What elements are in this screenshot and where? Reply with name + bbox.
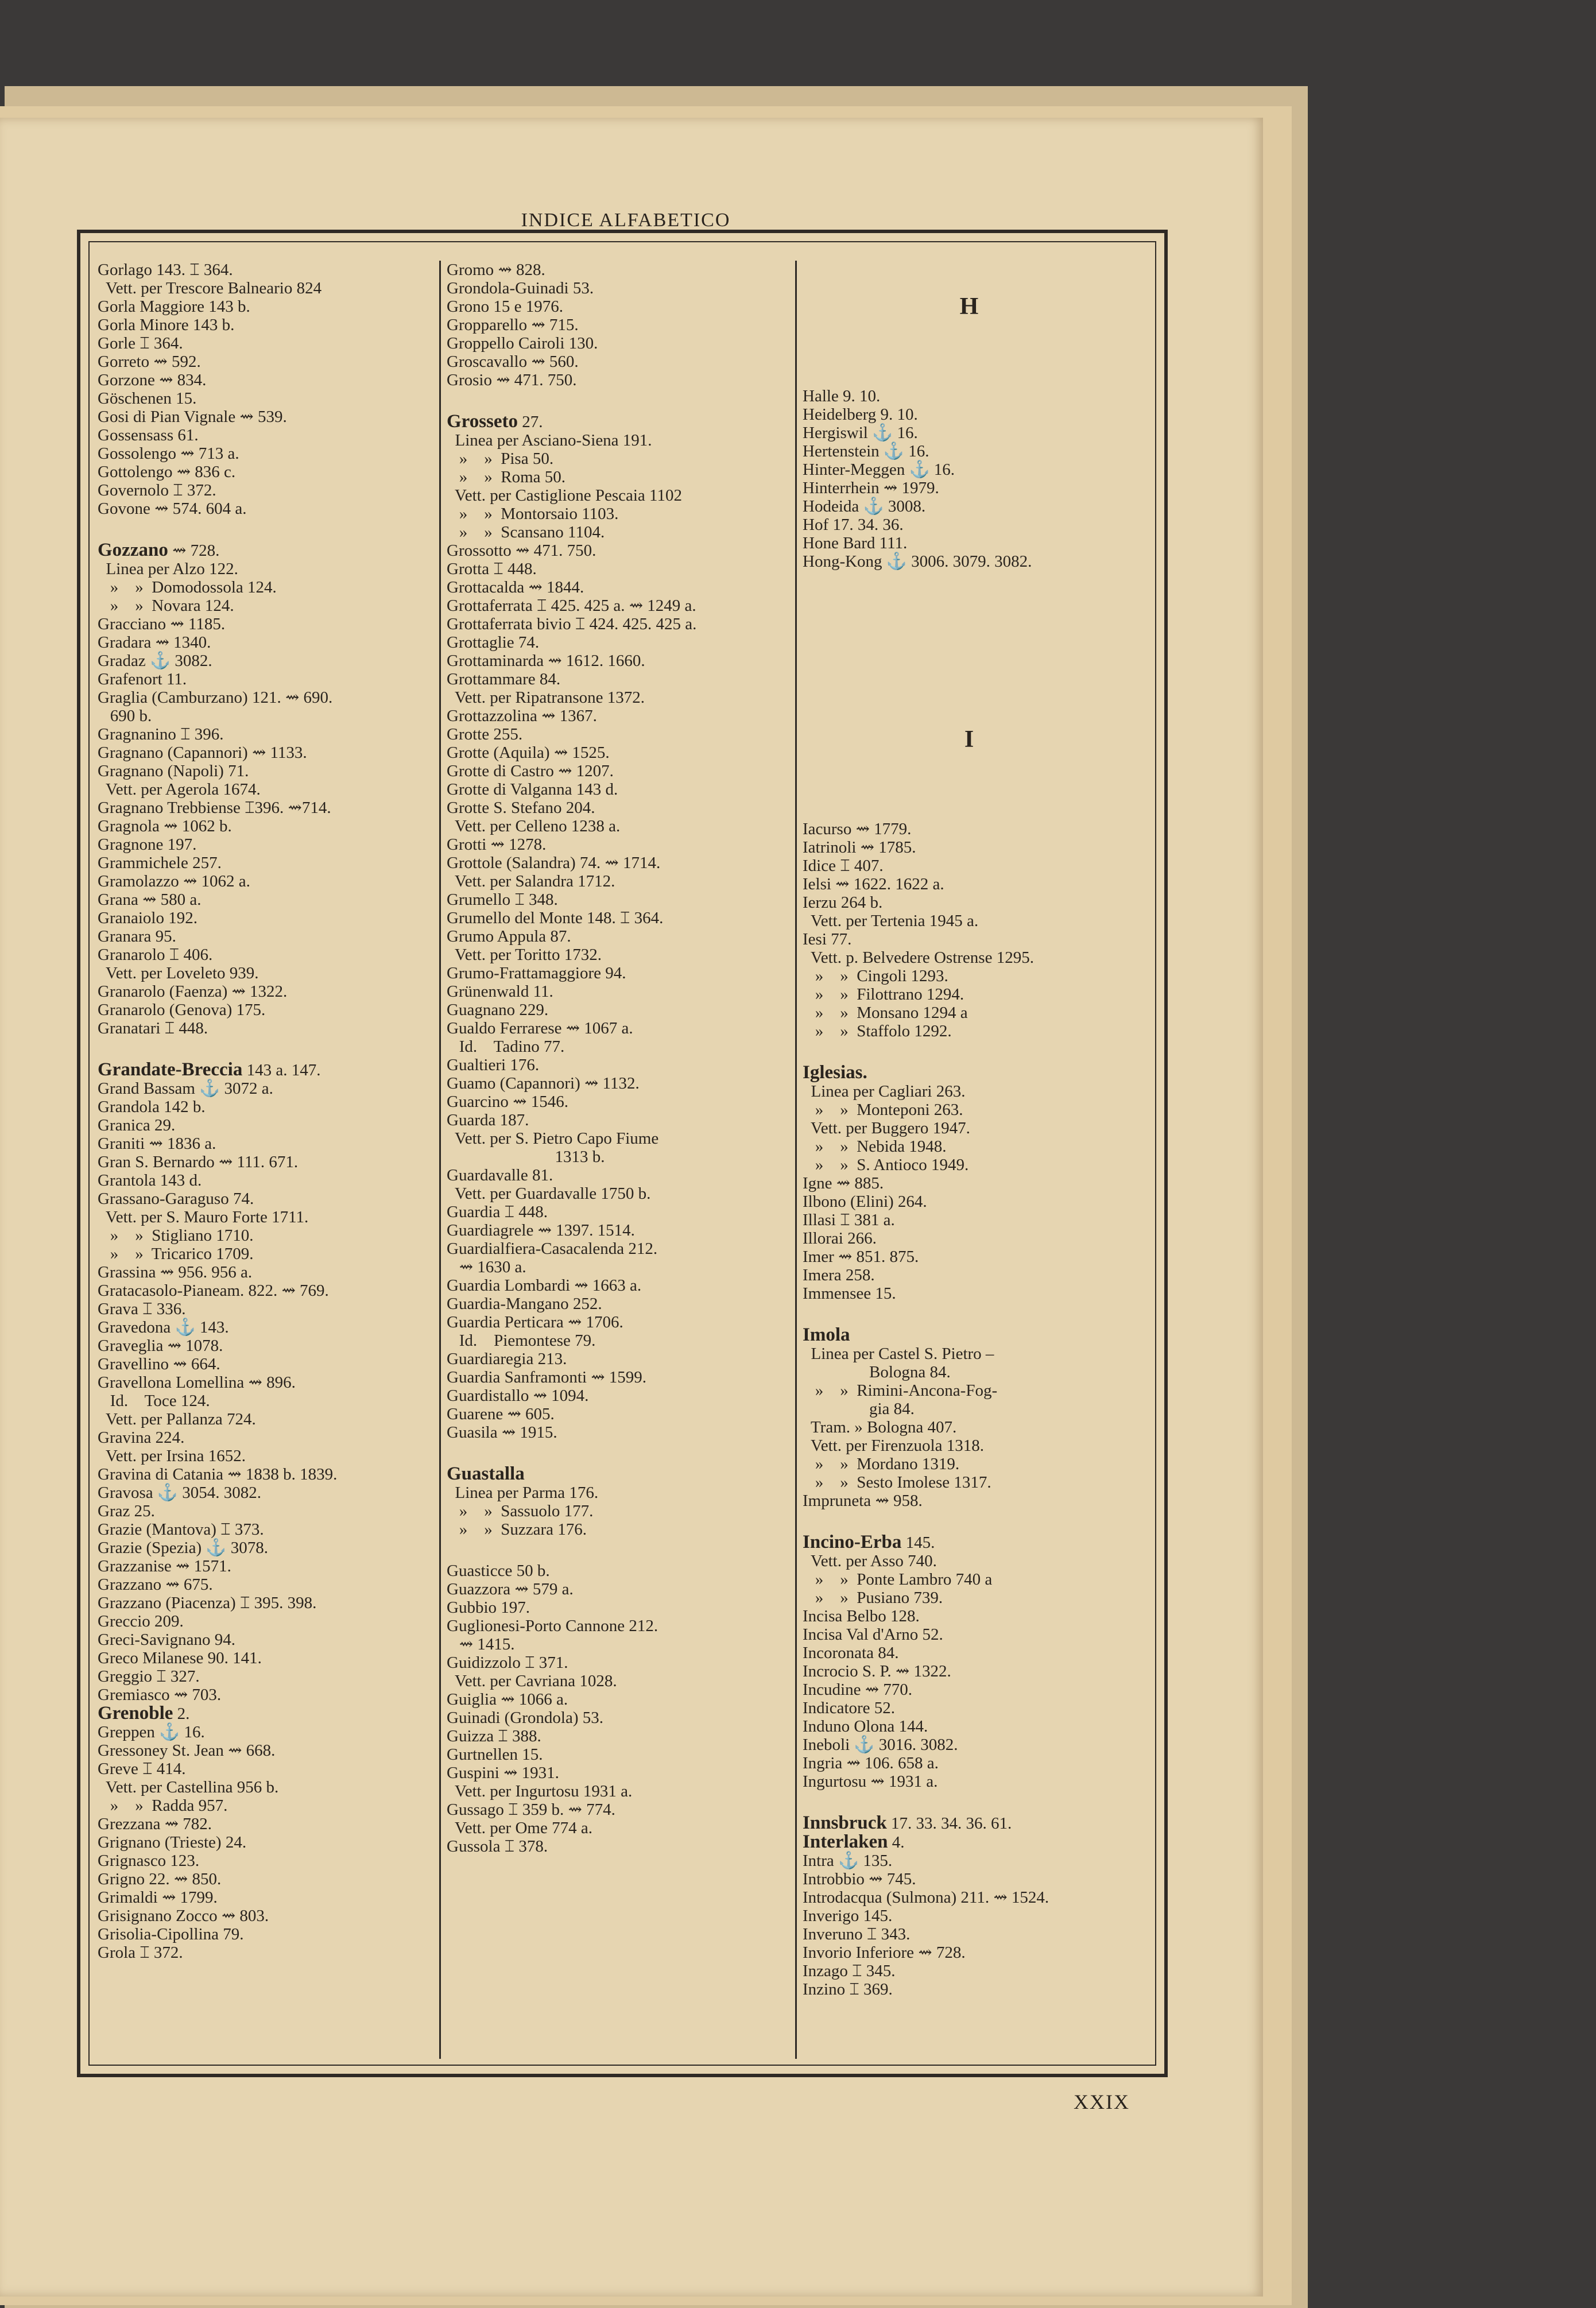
index-entry: Ingurtosu ⇝ 1931 a. [803, 1772, 938, 1791]
index-entry: Inverigo 145. [803, 1907, 893, 1925]
index-entry: Vett. per Castellina 956 b. [98, 1778, 279, 1796]
section-h-entries [803, 387, 1136, 571]
index-entry: Grantola 143 d. [98, 1171, 202, 1190]
index-entry: Grisolia-Cipollina 79. [98, 1925, 244, 1943]
index-entry: Grenoble 2. [98, 1703, 190, 1724]
index-entry: » » Ponte Lambro 740 a [803, 1570, 993, 1589]
index-entry: Gragnola ⇝ 1062 b. [98, 817, 232, 835]
index-entry: Grondola-Guinadi 53. [447, 279, 594, 297]
index-entry: Grumo Appula 87. [447, 927, 571, 946]
index-entry: Groppello Cairoli 130. [447, 334, 598, 353]
index-entry: Grottaferrata bivio ⌶ 424. 425. 425 a. [447, 615, 697, 633]
index-entry: Invorio Inferiore ⇝ 728. [803, 1943, 966, 1962]
index-entry: Guamo (Capannori) ⇝ 1132. [447, 1074, 640, 1093]
index-entry: Guardialfiera-Casacalenda 212. [447, 1240, 658, 1258]
index-entry: Vett. per Celleno 1238 a. [447, 817, 621, 835]
index-entry: Gorla Minore 143 b. [98, 316, 235, 334]
index-entry: Iglesias. [803, 1062, 867, 1083]
index-entry: » » S. Antioco 1949. [803, 1156, 969, 1174]
index-entry: 690 b. [98, 707, 152, 725]
index-entry: Gramolazzo ⇝ 1062 a. [98, 872, 250, 890]
index-entry: Guardavalle 81. [447, 1166, 553, 1184]
index-entry: » » Monsano 1294 a [803, 1004, 968, 1022]
index-entry: Grotte 255. [447, 725, 523, 743]
index-entry: Grazzano ⇝ 675. [98, 1575, 213, 1594]
index-entry: Grezzana ⇝ 782. [98, 1815, 212, 1833]
entry-gap [98, 1037, 442, 1060]
index-entry: Grumello ⌶ 348. [447, 890, 558, 909]
index-entry: Ilbono (Elini) 264. [803, 1192, 927, 1211]
index-entry: Grola ⌶ 372. [98, 1943, 183, 1962]
index-entry: Hergiswil ⚓ 16. [803, 424, 918, 442]
index-entry: » » Mordano 1319. [803, 1455, 960, 1473]
index-frame [77, 230, 1168, 2077]
index-entry: Vett. per Ome 774 a. [447, 1819, 592, 1837]
index-entry: Grotta ⌶ 448. [447, 560, 537, 578]
index-entry: Graniti ⇝ 1836 a. [98, 1134, 216, 1153]
index-entry: Grotte S. Stefano 204. [447, 799, 595, 817]
index-entry: Govone ⇝ 574. 604 a. [98, 499, 247, 518]
index-entry: Gualdo Ferrarese ⇝ 1067 a. [447, 1019, 633, 1037]
index-entry: Vett. per Ingurtosu 1931 a. [447, 1782, 633, 1800]
page-header: INDICE ALFABETICO [521, 210, 731, 231]
index-entry: Linea per Cagliari 263. [803, 1082, 966, 1101]
index-entry: Grotte di Castro ⇝ 1207. [447, 762, 614, 780]
index-entry: Grotti ⇝ 1278. [447, 835, 547, 854]
index-entry: Greggio ⌶ 327. [98, 1667, 200, 1686]
index-entry: Grazie (Spezia) ⚓ 3078. [98, 1539, 268, 1557]
index-entry: Granatari ⌶ 448. [98, 1019, 208, 1037]
index-entry: Vett. per Toritto 1732. [447, 946, 602, 964]
index-entry: Gossolengo ⇝ 713 a. [98, 444, 239, 463]
column-divider-2 [795, 261, 797, 2059]
index-entry: Iatrinoli ⇝ 1785. [803, 838, 916, 857]
index-entry: Vett. per Asso 740. [803, 1552, 937, 1570]
entry-gap [447, 389, 791, 412]
index-entry: Grandate-Breccia 143 a. 147. [98, 1059, 321, 1080]
index-entry: Impruneta ⇝ 958. [803, 1492, 923, 1510]
page-number: XXIX [1074, 2090, 1130, 2113]
index-entry: Grazzano (Piacenza) ⌶ 395. 398. [98, 1594, 317, 1612]
index-entry: Guizza ⌶ 388. [447, 1727, 541, 1745]
index-entry: Ingria ⇝ 106. 658 a. [803, 1754, 939, 1772]
index-entry: Gorla Maggiore 143 b. [98, 297, 250, 316]
index-entry: Incino-Erba 145. [803, 1532, 935, 1552]
index-entry: » » Stigliano 1710. [98, 1226, 254, 1245]
index-entry: Innsbruck 17. 33. 34. 36. 61. [803, 1813, 1012, 1833]
index-entry: Gravina di Catania ⇝ 1838 b. 1839. [98, 1465, 338, 1484]
index-entry: Grignano (Trieste) 24. [98, 1833, 247, 1852]
index-entry: » » Scansano 1104. [447, 523, 605, 541]
index-entry: » » Sassuolo 177. [447, 1502, 594, 1520]
section-gap [803, 607, 1136, 694]
index-entry: Guardistallo ⇝ 1094. [447, 1387, 589, 1405]
index-entry: Grottole (Salandra) 74. ⇝ 1714. [447, 854, 661, 872]
index-entry: Guglionesi-Porto Cannone 212. [447, 1617, 658, 1635]
index-entry: Guasticce 50 b. [447, 1562, 550, 1580]
index-entry: Grammichele 257. [98, 854, 222, 872]
index-entry: Vett. per Tertenia 1945 a. [803, 912, 979, 930]
index-entry: Gropparello ⇝ 715. [447, 316, 579, 334]
index-entry: Linea per Asciano-Siena 191. [447, 431, 652, 450]
index-entry: Gottolengo ⇝ 836 c. [98, 463, 236, 481]
index-entry: Linea per Castel S. Pietro – [803, 1345, 994, 1363]
index-entry: Immensee 15. [803, 1284, 896, 1303]
section-i-entries [803, 820, 1136, 1999]
index-entry: Gran S. Bernardo ⇝ 111. 671. [98, 1153, 299, 1171]
index-entry: » » Radda 957. [98, 1796, 228, 1815]
index-entry: Gragnone 197. [98, 835, 197, 854]
index-entry: Gorreto ⇝ 592. [98, 353, 201, 371]
index-entry: Gravellino ⇝ 664. [98, 1355, 220, 1373]
index-entry: » » Montorsaio 1103. [447, 505, 619, 523]
index-entry: Granica 29. [98, 1116, 176, 1134]
index-entry: Halle 9. 10. [803, 387, 881, 405]
index-entry: Gubbio 197. [447, 1598, 530, 1617]
index-entry: Gradara ⇝ 1340. [98, 633, 211, 652]
index-entry: Inzino ⌶ 369. [803, 1980, 893, 1999]
index-entry: Vett. per Firenzuola 1318. [803, 1436, 984, 1455]
index-entry: Grünenwald 11. [447, 982, 553, 1001]
index-entry: » » Staffolo 1292. [803, 1022, 952, 1040]
index-entry: Guardia Sanframonti ⇝ 1599. [447, 1368, 647, 1387]
index-entry: Vett. p. Belvedere Ostrense 1295. [803, 948, 1034, 967]
index-entry: Guardia-Mangano 252. [447, 1295, 602, 1313]
index-entry: Grana ⇝ 580 a. [98, 890, 202, 909]
entry-gap [803, 1303, 1136, 1326]
index-entry: » » Filottrano 1294. [803, 985, 964, 1004]
index-entry: Incisa Val d'Arno 52. [803, 1625, 943, 1644]
index-entry: ⇝ 1415. [447, 1635, 515, 1653]
index-entry: Guardiaregia 213. [447, 1350, 567, 1368]
index-entry: Groscavallo ⇝ 560. [447, 353, 579, 371]
index-entry: Grafenort 11. [98, 670, 187, 688]
index-entry: Hertenstein ⚓ 16. [803, 442, 929, 460]
index-entry: Gualtieri 176. [447, 1056, 540, 1074]
index-entry: Gragnano Trebbiense ⌶396. ⇝714. [98, 799, 331, 817]
index-entry: » » Pusiano 739. [803, 1589, 943, 1607]
index-entry: Grassina ⇝ 956. 956 a. [98, 1263, 253, 1281]
index-entry: Grosseto 27. [447, 411, 543, 432]
index-entry: Vett. per Pallanza 724. [98, 1410, 256, 1428]
index-entry: Grottacalda ⇝ 1844. [447, 578, 584, 597]
index-entry: Graveglia ⇝ 1078. [98, 1337, 223, 1355]
index-entry: Incoronata 84. [803, 1644, 899, 1662]
index-entry: Grottaglie 74. [447, 633, 540, 652]
index-column-1 [98, 261, 442, 2062]
index-entry: Vett. per S. Mauro Forte 1711. [98, 1208, 309, 1226]
index-entry: Guspini ⇝ 1931. [447, 1764, 559, 1782]
index-entry: Grigno 22. ⇝ 850. [98, 1870, 222, 1888]
section-heading-h: H [959, 293, 979, 320]
index-entry: » » Roma 50. [447, 468, 566, 486]
index-entry: Vett. per Castiglione Pescaia 1102 [447, 486, 682, 505]
index-entry: Introdacqua (Sulmona) 211. ⇝ 1524. [803, 1888, 1049, 1907]
index-entry: Vett. per Cavriana 1028. [447, 1672, 617, 1690]
index-entry: Hong-Kong ⚓ 3006. 3079. 3082. [803, 552, 1032, 571]
index-entry: Gozzano ⇝ 728. [98, 540, 220, 560]
index-entry: Hof 17. 34. 36. [803, 516, 904, 534]
index-entry: » » Novara 124. [98, 597, 234, 615]
index-entry: Granara 95. [98, 927, 176, 946]
index-entry: Grumo-Frattamaggiore 94. [447, 964, 626, 982]
index-entry: Id. Tadino 77. [447, 1037, 565, 1056]
index-entry: Gressoney St. Jean ⇝ 668. [98, 1741, 276, 1760]
entry-gap [803, 1510, 1136, 1533]
index-entry: Guiglia ⇝ 1066 a. [447, 1690, 568, 1709]
index-entry: Grono 15 e 1976. [447, 297, 563, 316]
index-entry: Imola [803, 1325, 850, 1345]
index-entry: Linea per Parma 176. [447, 1484, 599, 1502]
index-entry: 1313 b. [447, 1148, 605, 1166]
index-entry: Grisignano Zocco ⇝ 803. [98, 1907, 269, 1925]
index-entry: Ielsi ⇝ 1622. 1622 a. [803, 875, 944, 893]
index-entry: Gravedona ⚓ 143. [98, 1318, 229, 1337]
index-entry: Gussago ⌶ 359 b. ⇝ 774. [447, 1800, 615, 1819]
index-column-3 [803, 261, 1136, 2062]
index-entry: Gravellona Lomellina ⇝ 896. [98, 1373, 296, 1392]
index-entry: Grazie (Mantova) ⌶ 373. [98, 1520, 264, 1539]
index-entry: » » Rimini-Ancona-Fog- [803, 1381, 998, 1400]
index-entry: Gremiasco ⇝ 703. [98, 1686, 222, 1704]
index-entry: Gurtnellen 15. [447, 1745, 543, 1764]
index-entry: Gragnano (Capannori) ⇝ 1133. [98, 743, 307, 762]
index-entry: Grottammare 84. [447, 670, 561, 688]
index-entry: Guarcino ⇝ 1546. [447, 1093, 568, 1111]
entry-gap [803, 1040, 1136, 1063]
index-entry: Incudine ⇝ 770. [803, 1680, 913, 1699]
index-entry: Vett. per Guardavalle 1750 b. [447, 1184, 651, 1203]
index-entry: Guasila ⇝ 1915. [447, 1423, 557, 1442]
index-entry: Grottazzolina ⇝ 1367. [447, 707, 597, 725]
index-entry: Bologna 84. [803, 1363, 951, 1381]
index-entry: Ineboli ⚓ 3016. 3082. [803, 1736, 958, 1754]
index-entry: Gradaz ⚓ 3082. [98, 652, 212, 670]
index-entry: Greppen ⚓ 16. [98, 1723, 205, 1741]
index-entry: Gorlago 143. ⌶ 364. [98, 261, 233, 279]
index-entry: Grumello del Monte 148. ⌶ 364. [447, 909, 664, 927]
index-entry: Guardia Perticara ⇝ 1706. [447, 1313, 623, 1331]
index-entry: Gussola ⌶ 378. [447, 1837, 548, 1856]
index-entry: Id. Toce 124. [98, 1392, 210, 1410]
index-entry: Incrocio S. P. ⇝ 1322. [803, 1662, 951, 1680]
index-entry: Hinterrhein ⇝ 1979. [803, 479, 939, 497]
index-entry: Induno Olona 144. [803, 1717, 928, 1736]
index-entry: Guagnano 229. [447, 1001, 549, 1019]
index-entry: Grottaminarda ⇝ 1612. 1660. [447, 652, 645, 670]
index-entry: Iacurso ⇝ 1779. [803, 820, 912, 838]
index-entry: Vett. per Agerola 1674. [98, 780, 261, 799]
index-entry: Gravina 224. [98, 1428, 185, 1447]
index-entry: Governolo ⌶ 372. [98, 481, 216, 499]
index-entry: Guazzora ⇝ 579 a. [447, 1580, 574, 1598]
index-entry: Grand Bassam ⚓ 3072 a. [98, 1079, 273, 1098]
index-entry: » » Domodossola 124. [98, 578, 277, 597]
index-entry: Granaiolo 192. [98, 909, 197, 927]
index-entry: Id. Piemontese 79. [447, 1331, 596, 1350]
index-entry: » » Cingoli 1293. [803, 967, 948, 985]
index-entry: Grazzanise ⇝ 1571. [98, 1557, 231, 1575]
index-entry: Illorai 266. [803, 1229, 877, 1248]
index-entry: Grandola 142 b. [98, 1098, 206, 1116]
index-entry: Grotte (Aquila) ⇝ 1525. [447, 743, 610, 762]
index-entry: Gromo ⇝ 828. [447, 261, 545, 279]
index-entry: Incisa Belbo 128. [803, 1607, 920, 1625]
index-entry: Inveruno ⌶ 343. [803, 1925, 911, 1943]
entry-gap [98, 518, 442, 541]
index-entry: Heidelberg 9. 10. [803, 405, 918, 424]
index-entry: Hinter-Meggen ⚓ 16. [803, 460, 955, 479]
index-entry: » » Pisa 50. [447, 450, 554, 468]
index-entry: Gosi di Pian Vignale ⇝ 539. [98, 408, 287, 426]
index-entry: Vett. per Ripatransone 1372. [447, 688, 645, 707]
index-entry: Vett. per Irsina 1652. [98, 1447, 246, 1465]
index-entry: Granarolo (Genova) 175. [98, 1001, 266, 1019]
index-entry: Linea per Alzo 122. [98, 560, 238, 578]
index-entry: Idice ⌶ 407. [803, 857, 884, 875]
index-entry: Graz 25. [98, 1502, 155, 1520]
index-entry: Ierzu 264 b. [803, 893, 883, 912]
index-entry: Imer ⇝ 851. 875. [803, 1248, 919, 1266]
index-entry: Guarda 187. [447, 1111, 529, 1129]
index-entry: Göschenen 15. [98, 389, 197, 408]
index-entry: Grassano-Garaguso 74. [98, 1190, 254, 1208]
index-entry: Vett. per Trescore Balneario 824 [98, 279, 322, 297]
index-entry: Greccio 209. [98, 1612, 184, 1631]
index-entry: » » Suzzara 176. [447, 1520, 587, 1539]
index-column-2 [447, 261, 791, 2062]
index-entry: Greco Milanese 90. 141. [98, 1649, 262, 1667]
index-entry: ⇝ 1630 a. [447, 1258, 526, 1276]
index-entry: Interlaken 4. [803, 1831, 905, 1852]
index-entry: » » Tricarico 1709. [98, 1245, 254, 1263]
index-entry: Vett. per S. Pietro Capo Fiume [447, 1129, 659, 1148]
index-entry: Inzago ⌶ 345. [803, 1962, 896, 1980]
index-entry: Grotte di Valganna 143 d. [447, 780, 618, 799]
index-entry: Granarolo (Faenza) ⇝ 1322. [98, 982, 288, 1001]
index-entry: Introbbio ⇝ 745. [803, 1870, 916, 1888]
index-entry: Vett. per Loveleto 939. [98, 964, 259, 982]
index-entry: Igne ⇝ 885. [803, 1174, 884, 1192]
index-entry: Grottaferrata ⌶ 425. 425 a. ⇝ 1249 a. [447, 597, 696, 615]
index-entry: Grignasco 123. [98, 1852, 200, 1870]
index-entry: Greci-Savignano 94. [98, 1631, 235, 1649]
section-heading-i: I [964, 726, 974, 753]
index-entry: Gravosa ⚓ 3054. 3082. [98, 1484, 261, 1502]
index-entry: Gracciano ⇝ 1185. [98, 615, 226, 633]
index-entry: Vett. per Salandra 1712. [447, 872, 615, 890]
index-entry: Greve ⌶ 414. [98, 1760, 186, 1778]
index-entry: » » Nebida 1948. [803, 1137, 947, 1156]
index-entry: » » Monteponi 263. [803, 1101, 963, 1119]
index-entry: Gossensass 61. [98, 426, 199, 444]
index-entry: Grimaldi ⇝ 1799. [98, 1888, 218, 1907]
index-entry: Gragnanino ⌶ 396. [98, 725, 224, 743]
index-entry: Granarolo ⌶ 406. [98, 946, 213, 964]
index-entry: Illasi ⌶ 381 a. [803, 1211, 895, 1229]
entry-gap [803, 1791, 1136, 1814]
index-entry: Guidizzolo ⌶ 371. [447, 1653, 568, 1672]
index-entry: Vett. per Buggero 1947. [803, 1119, 970, 1137]
index-entry: Guarene ⇝ 605. [447, 1405, 555, 1423]
index-entry: gia 84. [803, 1400, 915, 1418]
index-entry: Guardia ⌶ 448. [447, 1203, 548, 1221]
index-entry: Gorzone ⇝ 834. [98, 371, 207, 389]
index-entry: Graglia (Camburzano) 121. ⇝ 690. [98, 688, 333, 707]
index-entry: Gorle ⌶ 364. [98, 334, 183, 353]
index-entry: Grava ⌶ 336. [98, 1300, 186, 1318]
index-entry: Indicatore 52. [803, 1699, 896, 1717]
index-entry: Imera 258. [803, 1266, 875, 1284]
index-entry: Tram. » Bologna 407. [803, 1418, 957, 1436]
index-entry: Gragnano (Napoli) 71. [98, 762, 249, 780]
index-entry: Grossotto ⇝ 471. 750. [447, 541, 596, 560]
index-entry: » » Sesto Imolese 1317. [803, 1473, 991, 1492]
index-entry: Gratacasolo-Pianeam. 822. ⇝ 769. [98, 1281, 329, 1300]
entry-gap [447, 1539, 791, 1562]
index-entry: Grosio ⇝ 471. 750. [447, 371, 577, 389]
index-entry: Guardiagrele ⇝ 1397. 1514. [447, 1221, 635, 1240]
index-entry: Guardia Lombardi ⇝ 1663 a. [447, 1276, 642, 1295]
index-entry: Guinadi (Grondola) 53. [447, 1709, 604, 1727]
entry-gap [447, 1442, 791, 1465]
index-entry: Hone Bard 111. [803, 534, 908, 552]
index-entry: Intra ⚓ 135. [803, 1852, 893, 1870]
index-entry: Guastalla [447, 1463, 525, 1484]
index-entry: Iesi 77. [803, 930, 852, 948]
index-entry: Hodeida ⚓ 3008. [803, 497, 926, 516]
